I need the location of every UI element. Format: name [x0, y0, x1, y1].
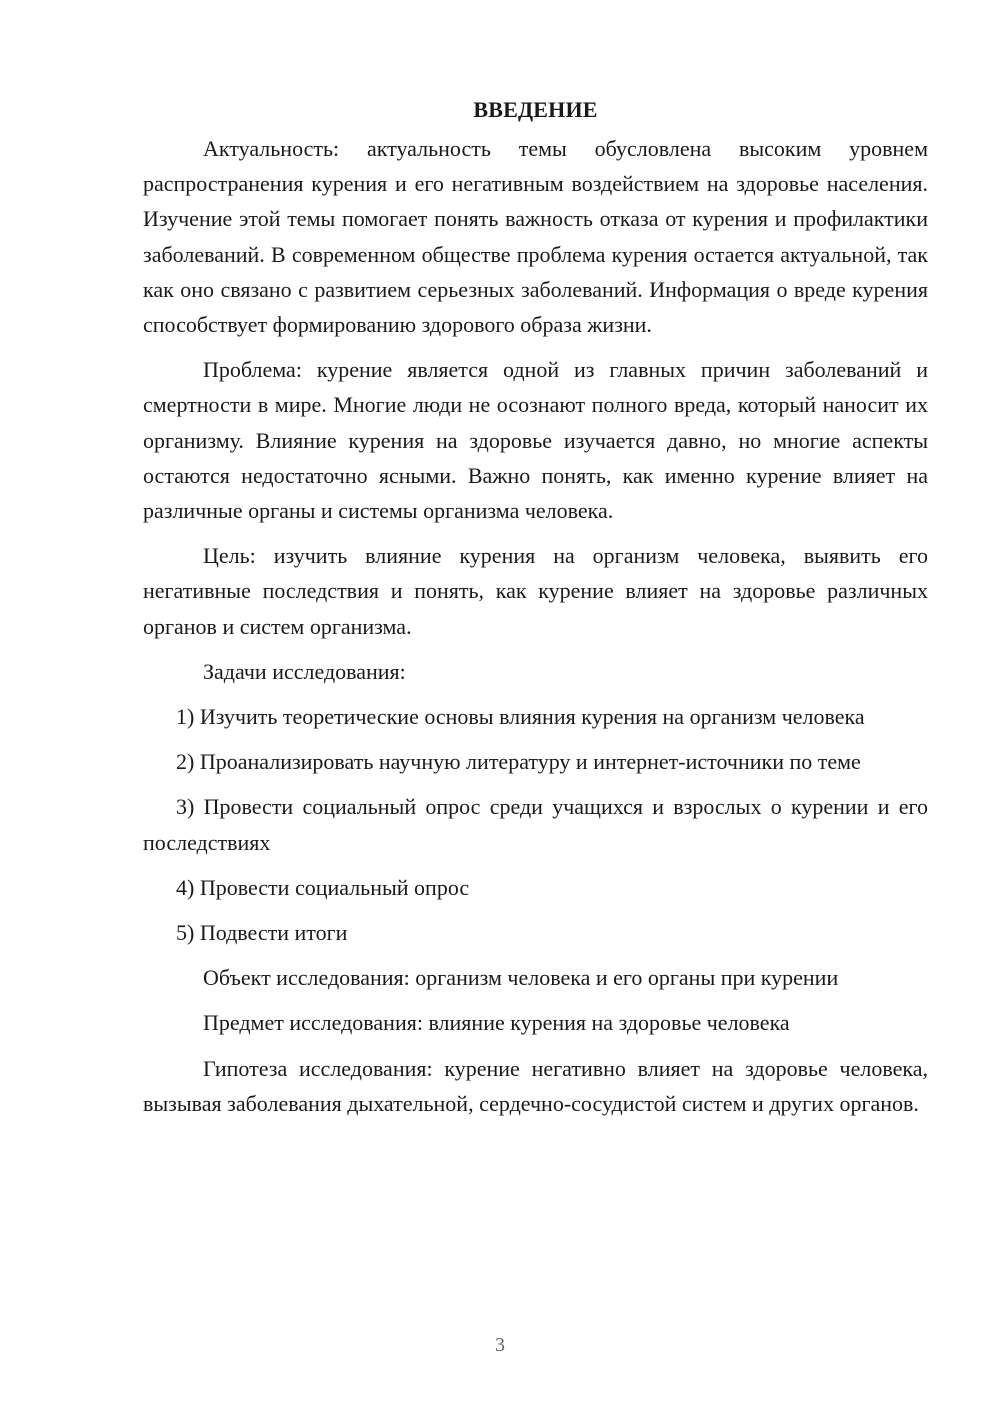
task-item-2: 2) Проанализировать научную литературу и интернет-источники по теме: [176, 749, 861, 775]
research-object: Объект исследования: организм человека и его органы при курении: [203, 965, 839, 991]
document-page: [143, 92, 928, 1121]
relevance-paragraph: Актуальность: актуальность темы обусловлена высоким уровнем распространения курения и его негативным воздействием на здоровье населения. Изучение этой темы помогает понять важность отказа от курения и профилактики заболеваний. В современном обществе проблема курения остается актуальной, так как оно связано с развитием серьезных заболеваний. Информация о вреде курения способствует формированию здорового образа жизни.: [143, 136, 928, 338]
page-number: 3: [495, 1334, 505, 1356]
research-hypothesis: Гипотеза исследования: курение негативно влияет на здоровье человека, вызывая заболевания дыхательной, сердечно-сосудистой систем и других органов.: [143, 1055, 928, 1116]
research-subject: Предмет исследования: влияние курения на здоровье человека: [203, 1010, 790, 1036]
task-item-1: 1) Изучить теоретические основы влияния курения на организм человека: [176, 704, 865, 730]
task-item-4: 4) Провести социальный опрос: [176, 874, 470, 900]
section-heading: ВВЕДЕНИЕ: [473, 97, 598, 122]
tasks-title: Задачи исследования:: [203, 658, 406, 684]
task-item-3: 3) Провести социальный опрос среди учащихся и взрослых о курении и его последствиях: [143, 794, 928, 855]
goal-paragraph: Цель: изучить влияние курения на организм человека, выявить его негативные последствия и понять, как курение влияет на здоровье различных органов и систем организма.: [143, 543, 928, 639]
problem-paragraph: Проблема: курение является одной из главных причин заболеваний и смертности в мире. Многие люди не осознают полного вреда, который наносит их организму. Влияние курения на здоровье изучается давно, но многие аспекты остаются недостаточно ясными. Важно понять, как именно курение влияет на различные органы и системы организма человека.: [143, 357, 928, 524]
task-item-5: 5) Подвести итоги: [176, 920, 348, 946]
